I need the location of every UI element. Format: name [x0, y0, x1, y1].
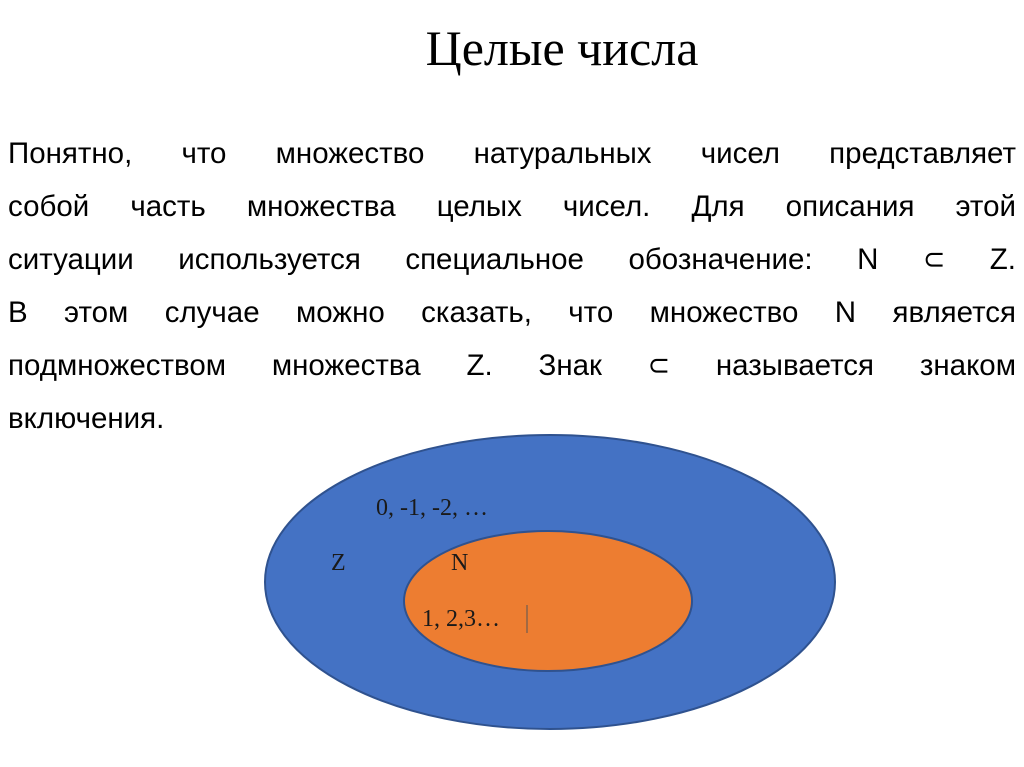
outer-set-elements: 0, -1, -2, …	[376, 495, 488, 521]
paragraph-line-6: включения.	[8, 402, 165, 435]
paragraph-line-1: Понятно, что множество натуральных чисел представляет	[8, 137, 1016, 170]
inner-set-label: N	[451, 550, 469, 576]
inner-set-elements: 1, 2,3…	[422, 606, 500, 632]
outer-set-label: Z	[331, 550, 346, 576]
paragraph-line-3: ситуации используется специальное обозначение: N ⊂ Z.	[8, 243, 1016, 276]
paragraph-line-5: подмножеством множества Z. Знак ⊂ называется знаком	[8, 349, 1016, 382]
paragraph-line-2: собой часть множества целых чисел. Для описания этой	[8, 190, 1016, 223]
paragraph-line-4: В этом случае можно сказать, что множество N является	[8, 296, 1016, 329]
slide-title: Целые числа	[425, 20, 699, 76]
inner-set-n-ellipse	[404, 531, 692, 671]
